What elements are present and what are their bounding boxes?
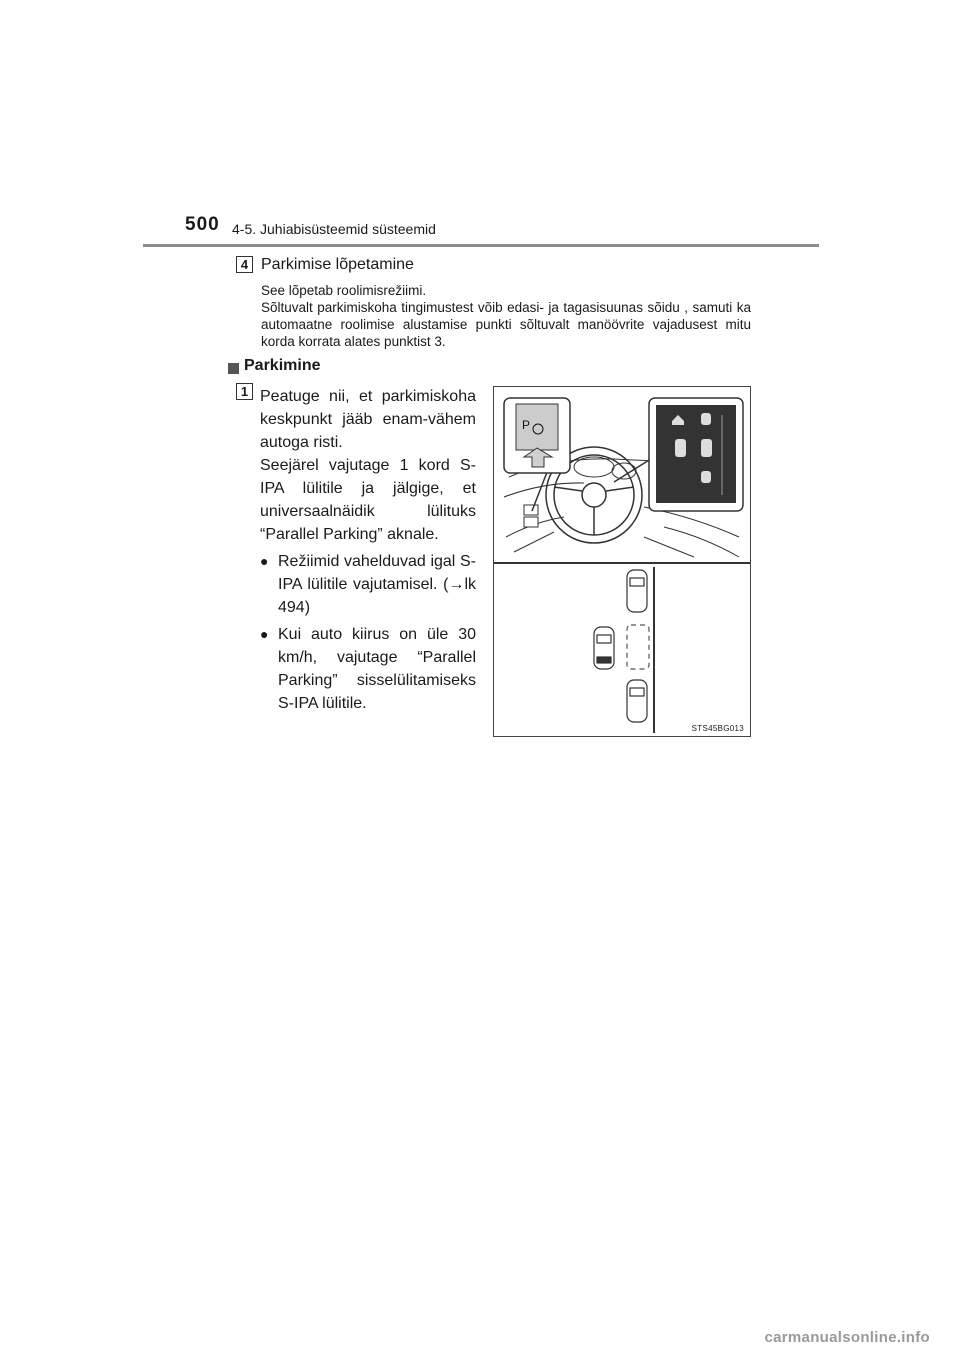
header-rule bbox=[143, 244, 819, 247]
step-4-desc-paragraph: Sõltuvalt parkimiskoha tingimustest võib edasi- ja tagasisuunas sõidu , samuti ka automaatne roolimise alustamise punkti sõltuvalt manöövrite vajadusest mitu korda korrata alates punktist 3. bbox=[261, 300, 751, 349]
step-4-title: Parkimise lõpetamine bbox=[261, 256, 414, 273]
step-1-paragraph: Seejärel vajutage 1 kord S-IPA lülitile ja jälgige, et universaalnäidik lülituks “Parallel Parking” aknale. bbox=[260, 457, 476, 543]
illustration-svg bbox=[494, 387, 750, 736]
step-4-badge: 4 bbox=[236, 256, 253, 273]
multi-information-display bbox=[656, 405, 736, 503]
page-number: 500 bbox=[185, 214, 220, 235]
parking-illustration bbox=[493, 386, 751, 737]
step-1-text bbox=[260, 385, 476, 715]
parked-car-icon bbox=[627, 570, 647, 612]
section-heading: Parkimine bbox=[244, 357, 321, 374]
step-4-description bbox=[261, 282, 751, 350]
s-ipa-switch-panel bbox=[524, 505, 538, 527]
watermark: carmanualsonline.info bbox=[764, 1329, 930, 1346]
bullet-item bbox=[260, 550, 476, 619]
display-callout-line bbox=[614, 457, 654, 482]
bullet-text: Režiimid vahelduvad igal S-IPA lülitile vajutamisel. (→lk 494) bbox=[278, 553, 476, 616]
parked-car-icon bbox=[627, 680, 647, 722]
section-title: 4-5. Juhiabisüsteemid süsteemid bbox=[232, 221, 436, 237]
bullet-dot-icon: ● bbox=[260, 553, 269, 569]
step-1-badge: 1 bbox=[236, 383, 253, 400]
bullet-dot-icon: ● bbox=[260, 626, 269, 642]
figure-code: STS45BG013 bbox=[691, 724, 744, 733]
bullet-item bbox=[260, 623, 476, 715]
own-car-icon bbox=[594, 627, 614, 669]
step-4-desc-line: See lõpetab roolimisrežiimi. bbox=[261, 283, 427, 298]
target-parking-space bbox=[627, 625, 649, 669]
section-bullet-icon bbox=[228, 363, 239, 374]
step-1-paragraph: Peatuge nii, et parkimiskoha keskpunkt jääb enam-vähem autoga risti. bbox=[260, 388, 476, 451]
switch-label: P bbox=[522, 418, 531, 432]
bullet-text: Kui auto kiirus on üle 30 km/h, vajutage “Parallel Parking” sisselülitamiseks S-IPA lülitile. bbox=[278, 626, 476, 712]
